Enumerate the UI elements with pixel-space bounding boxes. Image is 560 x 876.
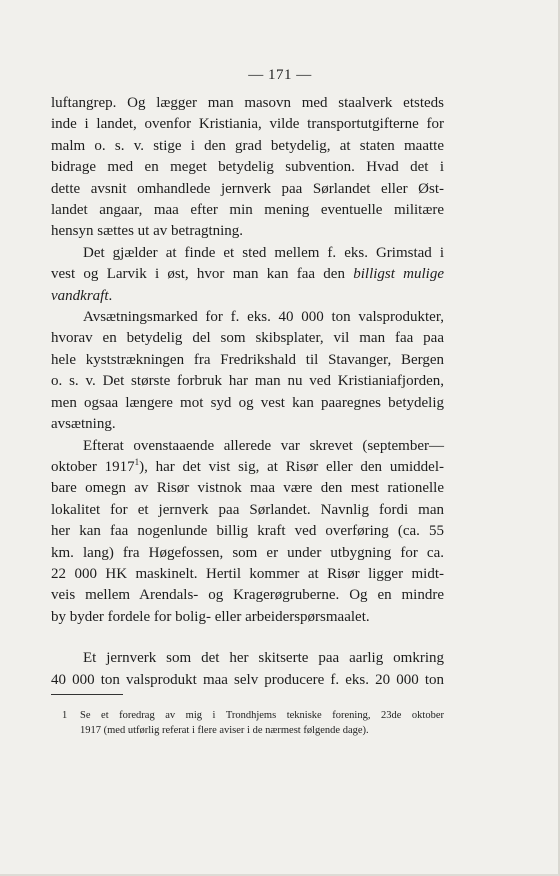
paragraph-gap <box>51 628 444 648</box>
text-line: men ogsaa længere mot syd og vest kan paaregnes betydelig <box>51 394 444 411</box>
text-line: o. s. v. Det største forbruk har man nu ved Kristianiafjorden, <box>51 373 444 390</box>
text-line: hensyn sættes ut av betragtning. <box>51 223 244 240</box>
text-line: her kan faa nogenlunde billig kraft ved overføring (ca. 55 <box>51 523 444 540</box>
text-line: dette avsnit omhandlede jernverk paa Sørlandet eller Øst- <box>51 180 444 197</box>
text-line: veis mellem Arendals- og Kragerøgruberne. Og en mindre <box>51 587 444 604</box>
text-line: Efterat ovenstaaende allerede var skrevet (september— <box>83 437 444 454</box>
text-line: hvorav en betydelig del som skibsplater, vil man faa paa <box>51 330 444 347</box>
text-line: inde i landet, ovenfor Kristiania, vilde transportutgifterne for <box>51 116 444 133</box>
text-line: luftangrep. Og lægger man masovn med staalverk etsteds <box>51 95 444 111</box>
text-segment: . <box>108 287 113 304</box>
text-line <box>51 457 444 478</box>
footnote-mark: 1 <box>62 710 68 721</box>
text-line: malm o. s. v. stige i den grad betydelig, at staten maatte <box>51 137 444 154</box>
text-line: Det gjælder at finde et sted mellem f. eks. Grimstad i <box>83 244 444 261</box>
footnote-line: 1917 (med utførlig referat i flere aviser i de nærmest følgende dage). <box>80 725 369 737</box>
text-line <box>51 264 444 285</box>
text-line: Avsætningsmarked for f. eks. 40 000 ton valsprodukter, <box>83 309 444 326</box>
emphasis: vandkraft <box>51 287 109 304</box>
text-line: km. lang) fra Høgefossen, som er under utbygning for ca. <box>51 544 444 561</box>
text-line: 40 000 ton valsprodukt maa selv producere f. eks. 20 000 ton <box>51 671 444 688</box>
text-line: hele kyststrækningen fra Fredrikshald til Stavanger, Bergen <box>51 351 444 368</box>
text-line: bidrage med en meget betydelig subvention. Hvad det i <box>51 159 444 176</box>
text-line: by byder fordele for bolig- eller arbeiderspørsmaalet. <box>51 608 370 625</box>
footnote-body <box>62 708 444 739</box>
text-line: landet angaar, maa efter min mening eventuelle militære <box>51 202 444 219</box>
footnote-line: Se et foredrag av mig i Trondhjems tekniske forening, 23de oktober <box>80 710 444 721</box>
text-line: avsætning. <box>51 416 116 433</box>
text-segment: vest og Larvik i øst, hvor man kan faa den <box>51 266 354 283</box>
text-segment: oktober 1917 <box>51 458 135 475</box>
text-line: lokalitet for et jernverk paa Sørlandet. Navnlig fordi man <box>51 501 444 518</box>
footnote-rule <box>51 694 123 695</box>
text-line <box>51 286 444 307</box>
text-line: bare omegn av Risør vistnok maa være den mest rationelle <box>51 480 444 497</box>
emphasis: billigst mulige <box>353 266 445 283</box>
footnote <box>62 708 444 739</box>
body-text <box>51 93 444 691</box>
footnote-reference: 1 <box>134 456 140 467</box>
page-number: — 171 — <box>248 67 312 83</box>
text-line: Et jernverk som det her skitserte paa aarlig omkring <box>83 650 444 667</box>
text-line: 22 000 HK maskinelt. Hertil kommer at Risør ligger midt- <box>51 565 444 582</box>
text-segment: ), har det vist sig, at Risør eller den umiddel- <box>139 458 444 475</box>
